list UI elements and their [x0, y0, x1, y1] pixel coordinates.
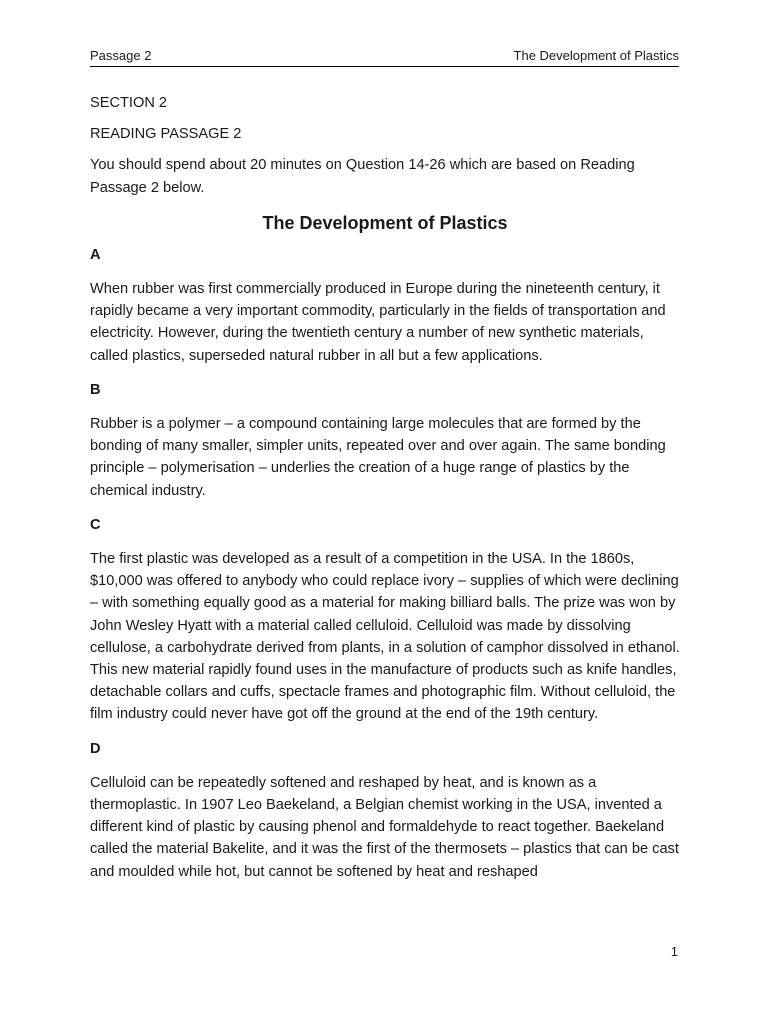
paragraph-text: The first plastic was developed as a result of a competition in the USA. In the 1860s, $10,000 was offered to anybody who could replace ivory – supplies of which were declining – with something equally good as a material for making billiard balls. The prize was won by John Wesley Hyatt with a material called celluloid. Celluloid was made by dissolving cellulose, a carbohydrate derived from plants, in a solution of camphor dissolved in ethanol. This new material rapidly found uses in the manufacture of products such as knife handles, detachable collars and cuffs, spectacle frames and photographic film. Without celluloid, the film industry could never have got off the ground at the end of the 19th century. — [90, 551, 680, 723]
reading-passage-label: READING PASSAGE 2 — [90, 126, 242, 143]
header-document-title: The Development of Plastics — [513, 48, 679, 63]
paragraph-letter: A — [90, 246, 101, 263]
instructions: You should spend about 20 minutes on Question 14-26 which are based on Reading Passage 2 below. — [90, 157, 635, 196]
passage-title: The Development of Plastics — [262, 212, 508, 233]
running-header — [90, 47, 679, 67]
paragraph-letter: B — [90, 381, 101, 398]
page-number: 1 — [670, 944, 678, 959]
paragraph-letter: D — [90, 740, 101, 757]
header-passage-label: Passage 2 — [90, 48, 152, 63]
paragraph-text: Celluloid can be repeatedly softened and reshaped by heat, and is known as a thermoplastic. In 1907 Leo Baekeland, a Belgian chemist working in the USA, invented a different kind of plastic by causing phenol and formaldehyde to react together. Baekeland called the material Bakelite, and it was the first of the thermosets – plastics that can be cast and moulded while hot, but cannot be softened by heat and reshaped — [90, 774, 679, 880]
paragraph-text: Rubber is a polymer – a compound containing large molecules that are formed by the bonding of many smaller, simpler units, repeated over and over again. The same bonding principle – polymerisation – underlies the creation of a huge range of plastics by the chemical industry. — [90, 416, 666, 499]
paragraph-letter: C — [90, 516, 101, 533]
document-body — [90, 92, 680, 895]
paragraph-text: When rubber was first commercially produced in Europe during the nineteenth century, it rapidly became a very important commodity, particularly in the fields of transportation and electricity. However, during the twentieth century a number of new synthetic materials, called plastics, superseded natural rubber in all but a few applications. — [90, 281, 666, 364]
section-label: SECTION 2 — [90, 95, 168, 111]
